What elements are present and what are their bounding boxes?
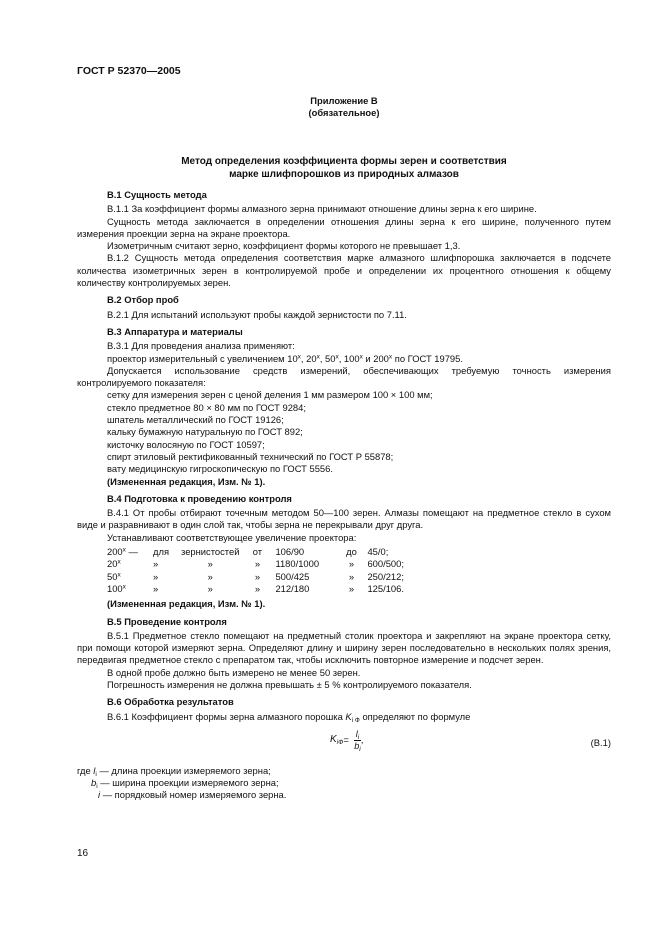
paragraph: Допускается использование средств измерений, обеспечивающих требуемую точность измерения контролируемого показателя: [77,364,611,389]
magnification-table [107,546,410,595]
amendment-note: (Измененная редакция, Изм. № 1). [107,475,266,487]
page-number: 16 [77,848,89,859]
paragraph: Сущность метода заключается в определении отношения длины зерна к его ширине, полученного путем измерения проекции зерна на экране проектора. [77,215,611,239]
list-item: спирт этиловый ректификованный технический по ГОСТ Р 55878; [107,450,394,462]
equation-number: (В.1) [590,736,611,748]
list-item: кальку бумажную натуральную по ГОСТ 892; [107,426,303,438]
section-heading: В.4 Подготовка к проведению контроля [107,492,292,504]
list-item: шпатель металлический по ГОСТ 19126; [107,414,284,426]
fraction-denominator: $b_i$ [354,740,361,753]
paragraph: В.4.1 От пробы отбирают точечным методом 50—100 зерен. Алмазы помещают на предметное стекло в сухом виде и разравнивают в один слой так, чтобы зерна не перекрывали друг друга. [77,507,611,531]
document-body [77,189,611,802]
formula-row [77,725,611,765]
formula [330,729,364,752]
paragraph: В.1.2 Сущность метода определения соответствия марке алмазного шлифпорошка заключается в подсчете количества изометричных зерен в контролируемой пробе и определении их процентного отношения к общему количеству контролируемых зерен. [77,252,611,289]
section-heading: В.6 Обработка результатов [107,696,234,708]
formula-equals: = [343,734,349,746]
section-heading: В.1 Сущность метода [107,189,207,200]
title-line-1: Метод определения коэффициента формы зерен и соответствия [181,156,507,167]
definition-item: $b_i$ — ширина проекции измеряемого зерна; [91,777,279,791]
paragraph: В.3.1 Для проведения анализа применяют: [107,340,295,352]
list-item: сетку для измерения зерен с ценой деления 1 мм размером 100 × 100 мм; [107,389,433,401]
section-heading: В.3 Аппаратура и материалы [107,325,243,337]
paragraph: Погрешность измерения не должна превышать ± 5 % контролируемого показателя. [107,678,472,690]
paragraph: В.2.1 Для испытаний используют пробы каждой зернистости по 7.11. [107,308,407,320]
fraction-numerator: $l_i$ [355,728,360,741]
paragraph: В.6.1 Коэффициент формы зерна алмазного порошка $K_{i Ф}$ определяют по формуле [107,710,471,724]
annex-header [77,95,611,120]
annex-status: (обязательное) [308,107,380,119]
paragraph: В.5.1 Предметное стекло помещают на предметный столик проектора и закрепляют на экране проектора сетку, при помощи которой измеряют зерна. Определяют длину и ширину зерен последовательно в нескольких полях зрения, передвигая предметное стекло с препаратом так, чтобы исключить повторное измерение и подсчет зерен. [77,629,611,666]
table-row: 200$^x$ — для зернистостей от 106/90 до 45/0; [107,546,389,558]
standard-number: ГОСТ Р 52370—2005 [77,65,181,77]
section-heading: В.2 Отбор проб [107,294,179,306]
definition-item: где $l_i$ — длина проекции измеряемого зерна; [77,764,271,778]
list-item: кисточку волосяную по ГОСТ 10597; [107,438,265,450]
variable-definitions [77,765,611,802]
document-title [77,155,611,181]
table-row: 100$^x$ » » » 212/180 » 125/106. [107,582,404,594]
list-item: стекло предметное 80 × 80 мм по ГОСТ 9284; [107,401,306,413]
amendment-note: (Измененная редакция, Изм. № 1). [107,598,266,610]
paragraph: Устанавливают соответствующее увеличение проектора: [107,531,357,543]
paragraph: В одной пробе должно быть измерено не менее 50 зерен. [107,666,361,678]
formula-fraction [354,729,361,752]
annex-title: Приложение В [310,95,378,106]
paragraph: В.1.1 За коэффициент формы алмазного зерна принимают отношение длины зерна к его ширине. [107,203,537,215]
section-heading: В.5 Проведение контроля [107,615,227,627]
title-line-2: марке шлифпорошков из природных алмазов [229,169,459,180]
definition-item: i — порядковый номер измеряемого зерна. [98,789,287,801]
formula-lhs: $K_{iФ}$ [330,734,344,747]
formula-comma: , [361,734,364,746]
projector-item: проектор измерительный с увеличением 10$^x$, 20$^x$, 50$^x$, 100$^x$ и 200$^x$ по ГОСТ 19795. [107,352,463,364]
list-item: вату медицинскую гигроскопическую по ГОСТ 5556. [107,463,333,475]
table-row: 50$^x$ » » » 500/425 » 250/212; [107,570,404,582]
table-row: 20$^x$ » » » 1180/1000 » 600/500; [107,558,404,570]
paragraph: Изометричным считают зерно, коэффициент формы которого не превышает 1,3. [107,240,461,252]
